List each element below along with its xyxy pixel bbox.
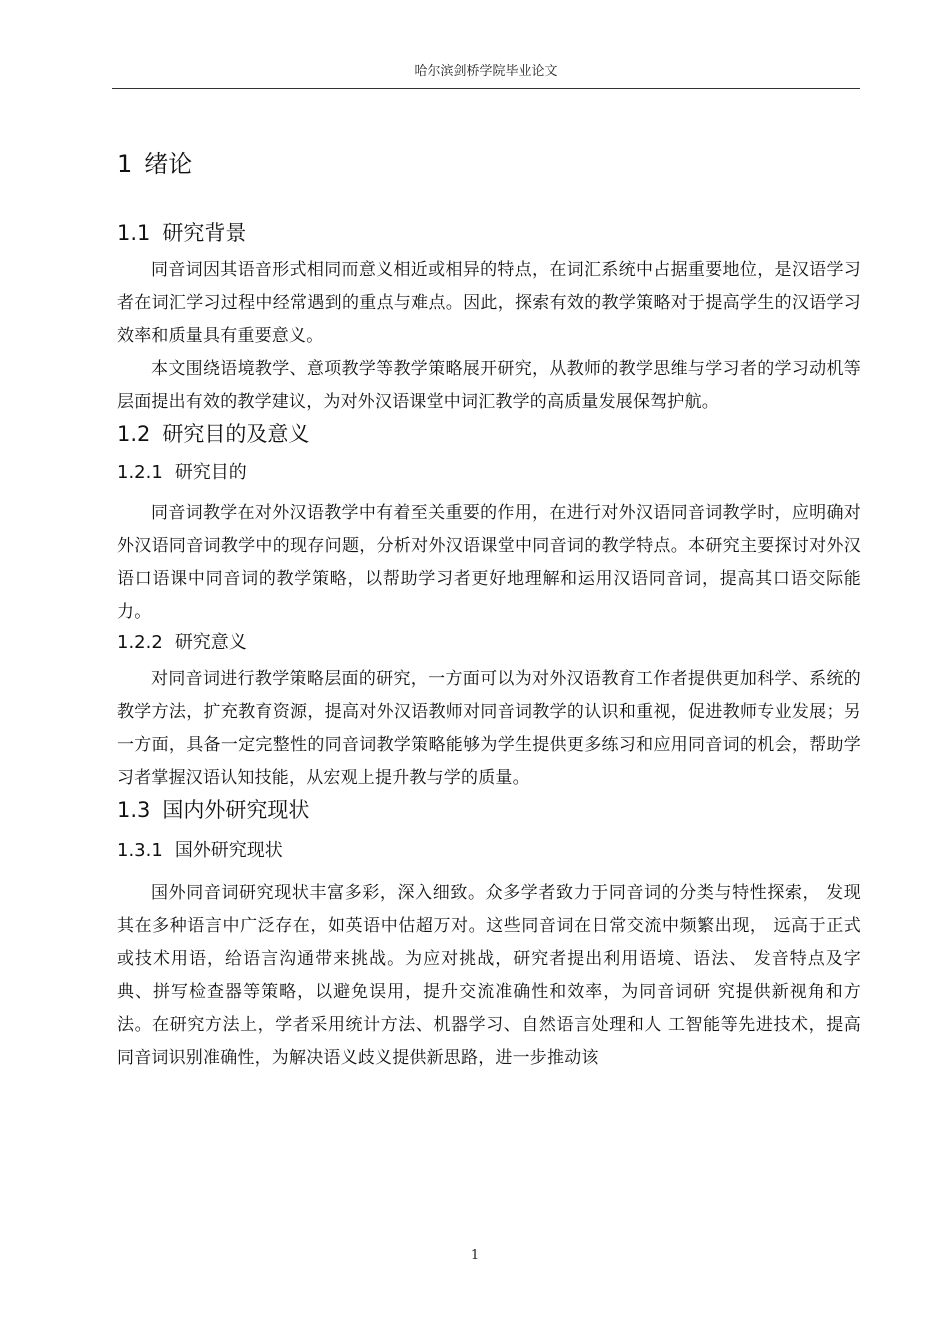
paragraph: 国外同音词研究现状丰富多彩，深入细致。众多学者致力于同音词的分类与特性探索， 发现其在多种语言中广泛存在，如英语中估超万对。这些同音词在日常交流中频繁出现， 远高于正式或技术用语，给语言沟通带来挑战。为应对挑战，研究者提出利用语境、语法、 发音特点及字典、拼写检查器等策略，以避免误用，提升交流准确性和效率，为同音词研 究提供新视角和方法。在研究方法上，学者采用统计方法、机器学习、自然语言处理和人 工智能等先进技术，提高同音词识别准确性，为解决语义歧义提供新思路，进一步推动该	[117, 883, 861, 1068]
page-header	[112, 62, 860, 89]
subsection-title: 研究目的	[174, 462, 247, 483]
subsection-number: 1.3.1	[117, 840, 163, 861]
section-title: 研究目的及意义	[162, 422, 310, 446]
subsection-title: 国外研究现状	[174, 840, 283, 861]
paragraph: 本文围绕语境教学、意项教学等教学策略展开研究，从教师的教学思维与学习者的学习动机等层面提出有效的教学建议，为对外汉语课堂中词汇教学的高质量发展保驾护航。	[117, 359, 861, 412]
section-heading-1-2	[117, 419, 861, 449]
section-number: 1.3	[117, 798, 151, 822]
chapter-title	[117, 140, 861, 180]
subsection-heading-1-3-1	[117, 837, 861, 865]
section-title: 研究背景	[162, 221, 247, 245]
chapter-title-text: 绪论	[144, 150, 193, 178]
subsection-heading-1-2-1	[117, 459, 861, 487]
section-heading-1-1	[117, 218, 861, 248]
section-heading-1-3	[117, 795, 861, 825]
paragraph: 同音词因其语音形式相同而意义相近或相异的特点，在词汇系统中占据重要地位，是汉语学习者在词汇学习过程中经常遇到的重点与难点。因此，探索有效的教学策略对于提高学生的汉语学习效率和质量具有重要意义。	[117, 260, 861, 346]
section-number: 1.2	[117, 422, 151, 446]
header-title: 哈尔滨剑桥学院毕业论文	[414, 64, 558, 79]
subsection-title: 研究意义	[174, 632, 247, 653]
paragraph: 同音词教学在对外汉语教学中有着至关重要的作用，在进行对外汉语同音词教学时，应明确对外汉语同音词教学中的现存问题，分析对外汉语课堂中同音词的教学特点。本研究主要探讨对外汉语口语课中同音词的教学策略，以帮助学习者更好地理解和运用汉语同音词，提高其口语交际能力。	[117, 503, 861, 622]
document-body	[117, 140, 861, 1075]
subsection-number: 1.2.2	[117, 632, 163, 653]
section-title: 国内外研究现状	[162, 798, 310, 822]
chapter-number: 1	[117, 150, 133, 178]
subsection-number: 1.2.1	[117, 462, 163, 483]
paragraph: 对同音词进行教学策略层面的研究，一方面可以为对外汉语教育工作者提供更加科学、系统的教学方法，扩充教育资源，提高对外汉语教师对同音词教学的认识和重视，促进教师专业发展；另一方面，具备一定完整性的同音词教学策略能够为学生提供更多练习和应用同音词的机会，帮助学习者掌握汉语认知技能，从宏观上提升教与学的质量。	[117, 669, 861, 788]
page-number: 1	[470, 1248, 480, 1263]
section-number: 1.1	[117, 221, 151, 245]
subsection-heading-1-2-2	[117, 629, 861, 657]
